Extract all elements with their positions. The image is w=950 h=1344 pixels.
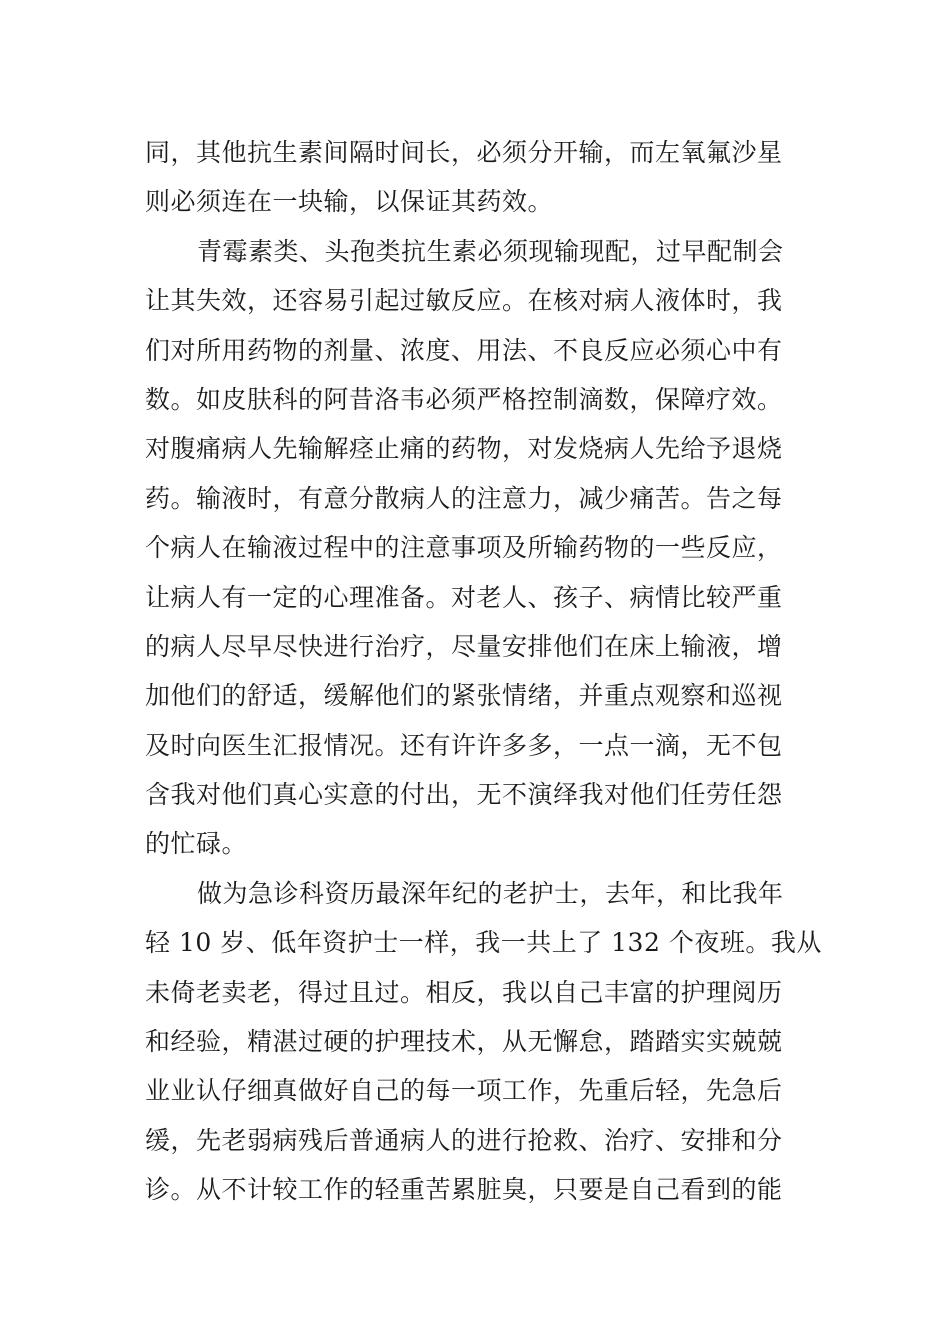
text-line: 诊。从不计较工作的轻重苦累脏臭，只要是自己看到的能 (145, 1175, 783, 1205)
text-line: 未倚老卖老，得过且过。相反，我以自己丰富的护理阅历 (145, 977, 783, 1007)
text-line: 们对所用药物的剂量、浓度、用法、不良反应必须心中有 (145, 335, 783, 365)
text-line: 的忙碌。 (145, 829, 248, 859)
text-line: 个病人在输液过程中的注意事项及所输药物的一些反应， (145, 533, 783, 563)
paragraph-first-line: 青霉素类、头孢类抗生素必须现输现配，过早配制会 (197, 236, 784, 266)
text-line: 加他们的舒适，缓解他们的紧张情绪，并重点观察和巡视 (145, 681, 783, 711)
text-line: 让其失效，还容易引起过敏反应。在核对病人液体时，我 (145, 286, 783, 316)
text-line: 和经验，精湛过硬的护理技术，从无懈怠，踏踏实实兢兢 (145, 1027, 783, 1057)
text-line: 药。输液时，有意分散病人的注意力，减少痛苦。告之每 (145, 483, 783, 513)
text-line: 对腹痛病人先输解痉止痛的药物，对发烧病人先给予退烧 (145, 434, 783, 464)
text-line: 缓，先老弱病残后普通病人的进行抢救、治疗、安排和分 (145, 1125, 783, 1155)
text-line: 让病人有一定的心理准备。对老人、孩子、病情比较严重 (145, 582, 783, 612)
text-line: 及时向医生汇报情况。还有许许多多，一点一滴，无不包 (145, 730, 783, 760)
text-line: 数。如皮肤科的阿昔洛韦必须严格控制滴数，保障疗效。 (145, 384, 783, 414)
paragraph-first-line: 做为急诊科资历最深年纪的老护士，去年，和比我年 (197, 878, 784, 908)
body-text (145, 128, 822, 1215)
text-line: 则必须连在一块输，以保证其药效。 (145, 187, 554, 217)
text-line: 含我对他们真心实意的付出，无不演绎我对他们任劳任怨 (145, 780, 783, 810)
text-line: 同，其他抗生素间隔时间长，必须分开输，而左氧氟沙星 (145, 138, 783, 167)
text-line: 业业认仔细真做好自己的每一项工作，先重后轻，先急后 (145, 1076, 783, 1106)
text-line: 的病人尽早尽快进行治疗，尽量安排他们在床上输液，增 (145, 631, 783, 661)
text-line: 轻 10 岁、低年资护士一样，我一共上了 132 个夜班。我从 (145, 928, 822, 958)
